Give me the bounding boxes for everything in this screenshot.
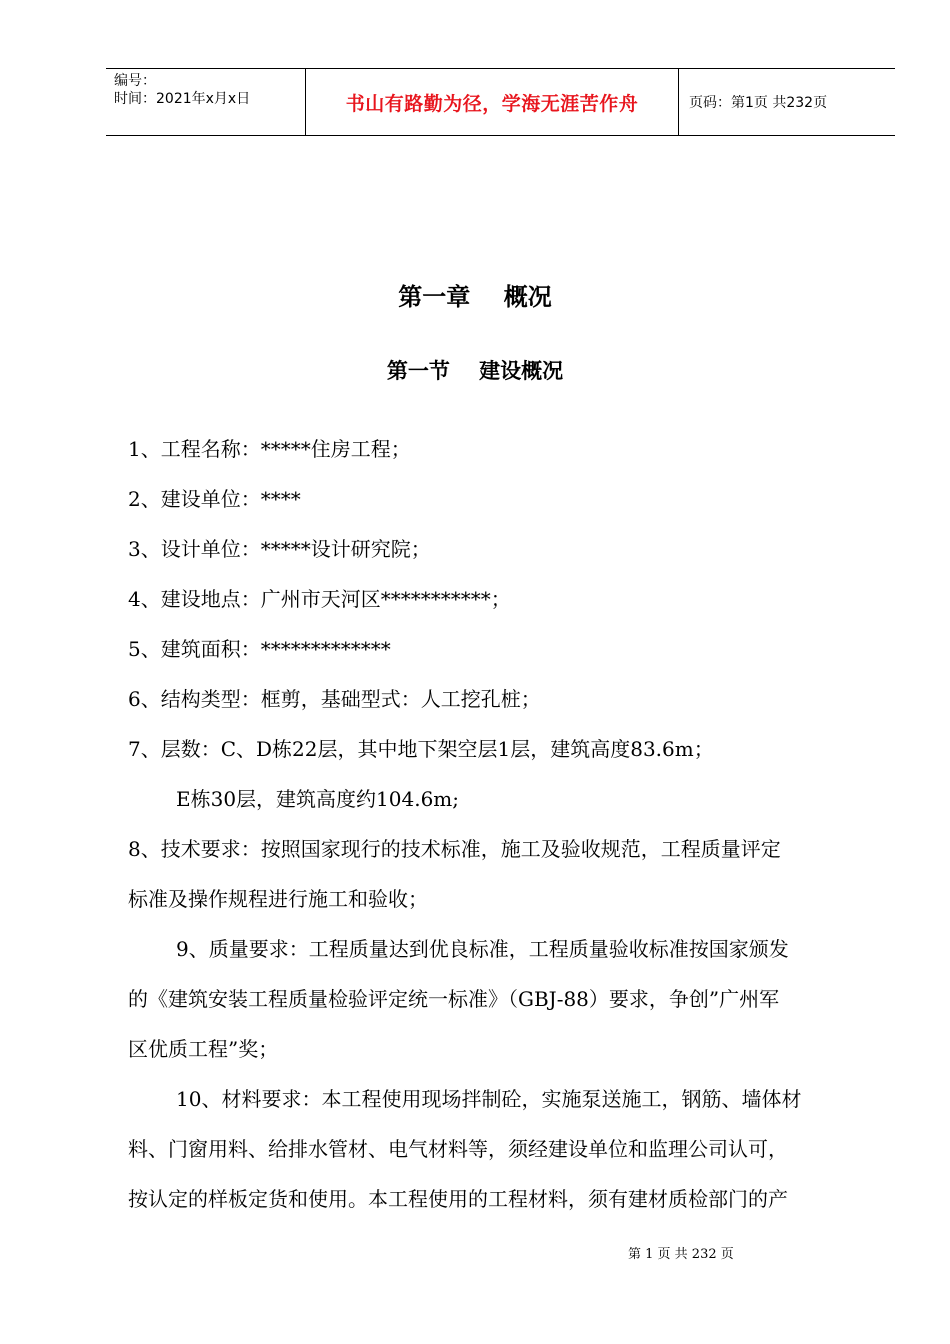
body-line: 按认定的样板定货和使用。本工程使用的工程材料，须有建材质检部门的产 bbox=[128, 1187, 788, 1211]
chapter-title: 第一章 概况 bbox=[398, 283, 552, 311]
body-line: 1、工程名称：*****住房工程； bbox=[128, 437, 411, 461]
body-line: 料、门窗用料、给排水管材、电气材料等，须经建设单位和监理公司认可， bbox=[128, 1137, 788, 1161]
number-label: 编号： bbox=[114, 73, 156, 89]
body-line: 3、设计单位：*****设计研究院； bbox=[128, 537, 431, 561]
page-header bbox=[106, 68, 895, 136]
header-meta bbox=[106, 69, 306, 135]
body-line: 4、建设地点：广州市天河区***********； bbox=[128, 587, 511, 611]
body-line: 的《建筑安装工程质量检验评定统一标准》（GBJ-88）要求，争创”广州军 bbox=[128, 987, 780, 1011]
body-line: 9、质量要求：工程质量达到优良标准，工程质量验收标准按国家颁发 bbox=[176, 937, 789, 961]
body-line: 5、建筑面积：************* bbox=[128, 637, 391, 661]
header-motto: 书山有路勤为径，学海无涯苦作舟 bbox=[306, 69, 679, 135]
document-body bbox=[128, 424, 873, 1224]
section-title: 第一节 建设概况 bbox=[386, 359, 564, 383]
date-label: 时间：2021年x月x日 bbox=[114, 91, 251, 107]
header-page-info: 页码：第1页 共232页 bbox=[689, 95, 828, 111]
body-line: 2、建设单位：**** bbox=[128, 487, 301, 511]
body-line: 10、材料要求：本工程使用现场拌制砼，实施泵送施工，钢筋、墙体材 bbox=[176, 1087, 802, 1111]
page-footer: 第 1 页 共 232 页 bbox=[628, 1247, 734, 1262]
body-line: 区优质工程”奖； bbox=[128, 1037, 279, 1061]
body-line: 标准及操作规程进行施工和验收； bbox=[128, 887, 428, 911]
body-line: 6、结构类型：框剪，基础型式：人工挖孔桩； bbox=[128, 687, 541, 711]
body-line: 8、技术要求：按照国家现行的技术标准，施工及验收规范，工程质量评定 bbox=[128, 837, 781, 861]
body-line: 7、层数：C、D栋22层，其中地下架空层1层，建筑高度83.6m； bbox=[128, 737, 714, 761]
body-line: E栋30层，建筑高度约104.6m; bbox=[176, 787, 460, 811]
